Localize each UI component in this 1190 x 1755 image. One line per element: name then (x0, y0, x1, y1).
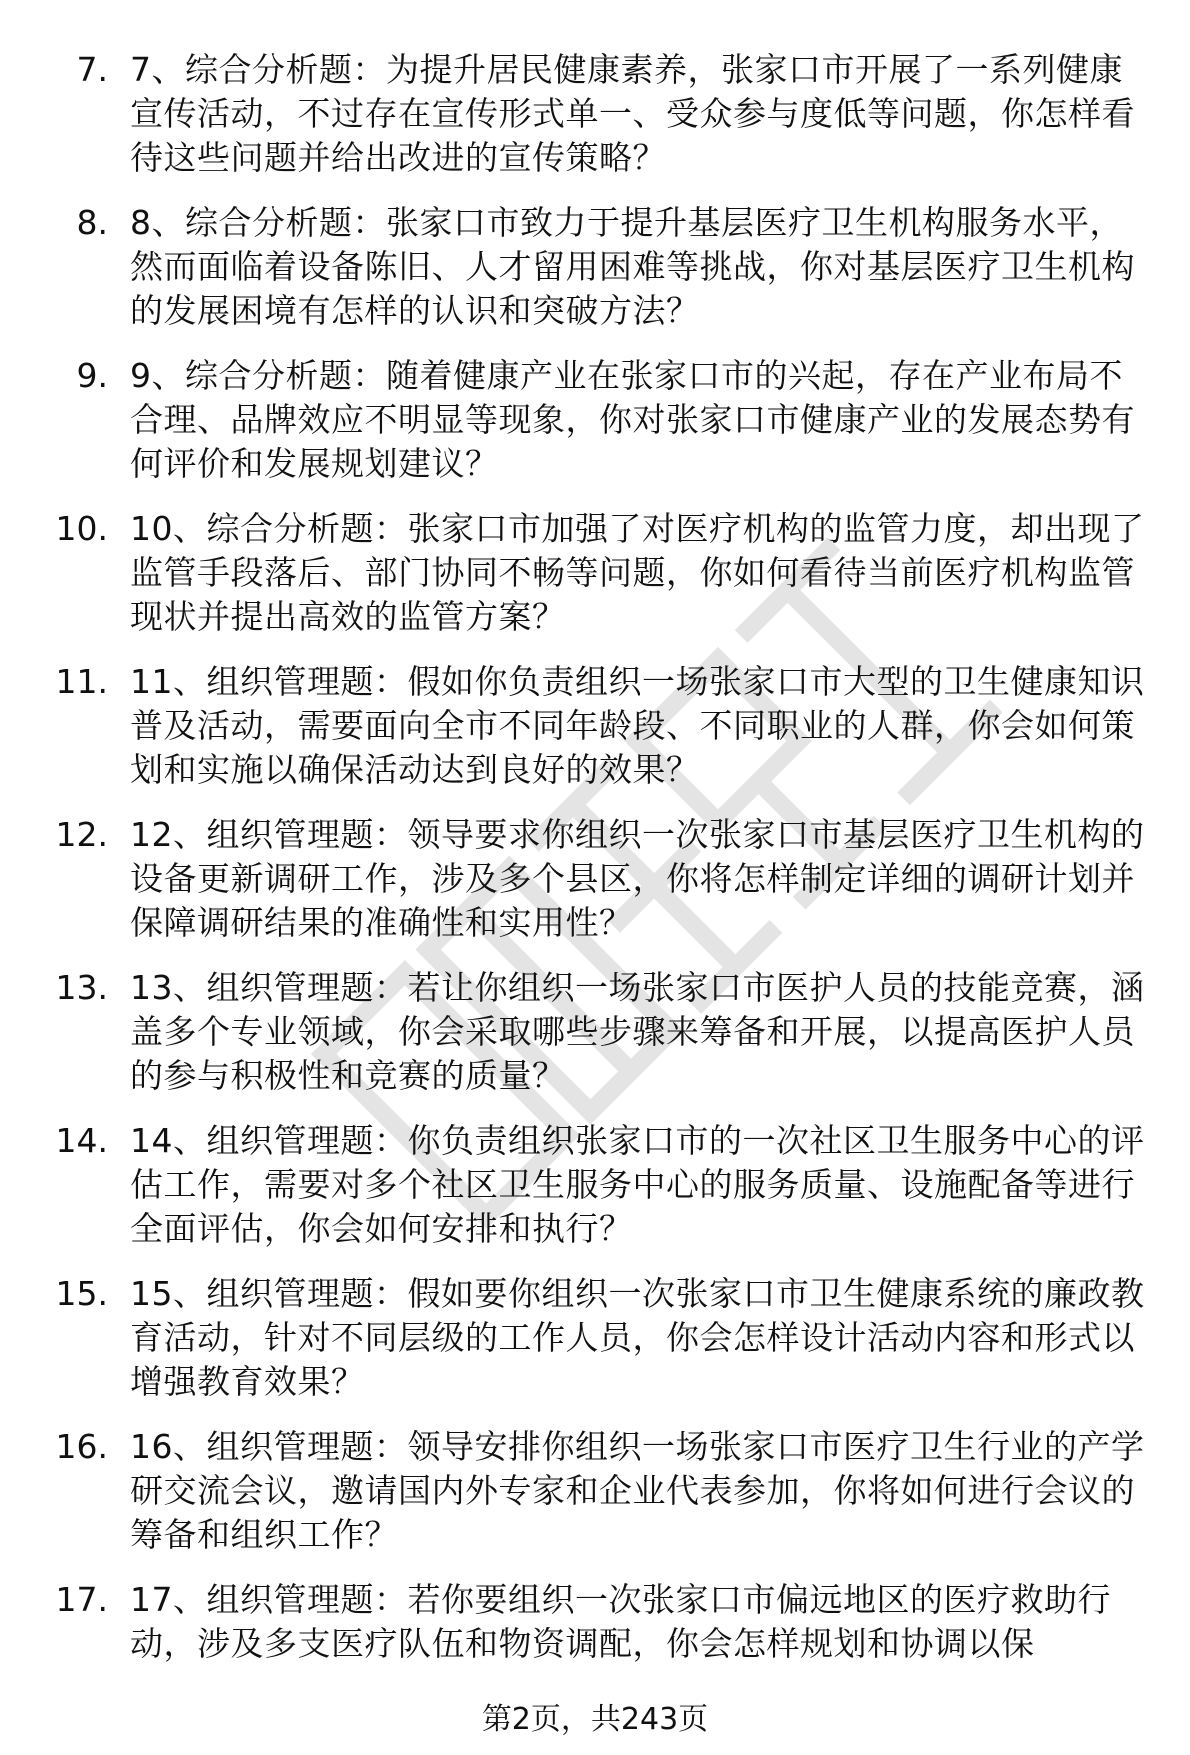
list-item (0, 966, 1190, 1098)
list-number: 10. (55, 509, 108, 548)
question-text: 16、组织管理题：领导安排你组织一场张家口市医疗卫生行业的产学研交流会议，邀请国内外专家和企业代表参加，你将如何进行会议的筹备和组织工作？ (130, 1427, 1145, 1554)
list-item (0, 354, 1190, 486)
list-number: 16. (55, 1427, 108, 1466)
list-number: 12. (55, 815, 108, 854)
question-text: 7、综合分析题：为提升居民健康素养，张家口市开展了一系列健康宣传活动，不过存在宣传形式单一、受众参与度低等问题，你怎样看待这些问题并给出改进的宣传策略？ (130, 50, 1135, 177)
list-number: 7. (76, 50, 108, 89)
list-item (0, 813, 1190, 945)
list-number: 11. (55, 662, 108, 701)
question-text: 11、组织管理题：假如你负责组织一场张家口市大型的卫生健康知识普及活动，需要面向全市不同年龄段、不同职业的人群，你会如何策划和实施以确保活动达到良好的效果？ (130, 662, 1145, 789)
list-item (0, 660, 1190, 792)
question-text: 12、组织管理题：领导要求你组织一次张家口市基层医疗卫生机构的设备更新调研工作，涉及多个县区，你将怎样制定详细的调研计划并保障调研结果的准确性和实用性？ (130, 815, 1145, 942)
question-text: 9、综合分析题：随着健康产业在张家口市的兴起，存在产业布局不合理、品牌效应不明显等现象，你对张家口市健康产业的发展态势有何评价和发展规划建议？ (130, 356, 1135, 483)
question-text: 17、组织管理题：若你要组织一次张家口市偏远地区的医疗救助行动，涉及多支医疗队伍和物资调配，你会怎样规划和协调以保 (130, 1580, 1111, 1663)
list-number: 17. (55, 1580, 108, 1619)
list-item (0, 1272, 1190, 1404)
list-number: 15. (55, 1274, 108, 1313)
question-list (0, 48, 1190, 1687)
question-text: 13、组织管理题：若让你组织一场张家口市医护人员的技能竞赛，涵盖多个专业领域，你会采取哪些步骤来筹备和开展，以提高医护人员的参与积极性和竞赛的质量？ (130, 968, 1145, 1095)
question-text: 10、综合分析题：张家口市加强了对医疗机构的监管力度，却出现了监管手段落后、部门协同不畅等问题，你如何看待当前医疗机构监管现状并提出高效的监管方案？ (130, 509, 1145, 636)
list-item (0, 1425, 1190, 1557)
question-text: 14、组织管理题：你负责组织张家口市的一次社区卫生服务中心的评估工作，需要对多个社区卫生服务中心的服务质量、设施配备等进行全面评估，你会如何安排和执行？ (130, 1121, 1145, 1248)
list-item (0, 1119, 1190, 1251)
list-number: 9. (76, 356, 108, 395)
list-item (0, 48, 1190, 180)
list-number: 8. (76, 203, 108, 242)
list-item (0, 1578, 1190, 1666)
list-item (0, 201, 1190, 333)
question-text: 15、组织管理题：假如要你组织一次张家口市卫生健康系统的廉政教育活动，针对不同层级的工作人员，你会怎样设计活动内容和形式以增强教育效果？ (130, 1274, 1145, 1401)
list-item (0, 507, 1190, 639)
list-number: 14. (55, 1121, 108, 1160)
list-number: 13. (55, 968, 108, 1007)
question-text: 8、综合分析题：张家口市致力于提升基层医疗卫生机构服务水平，然而面临着设备陈旧、人才留用困难等挑战，你对基层医疗卫生机构的发展困境有怎样的认识和突破方法？ (130, 203, 1135, 330)
page-footer: 第2页，共243页 (481, 1702, 709, 1737)
